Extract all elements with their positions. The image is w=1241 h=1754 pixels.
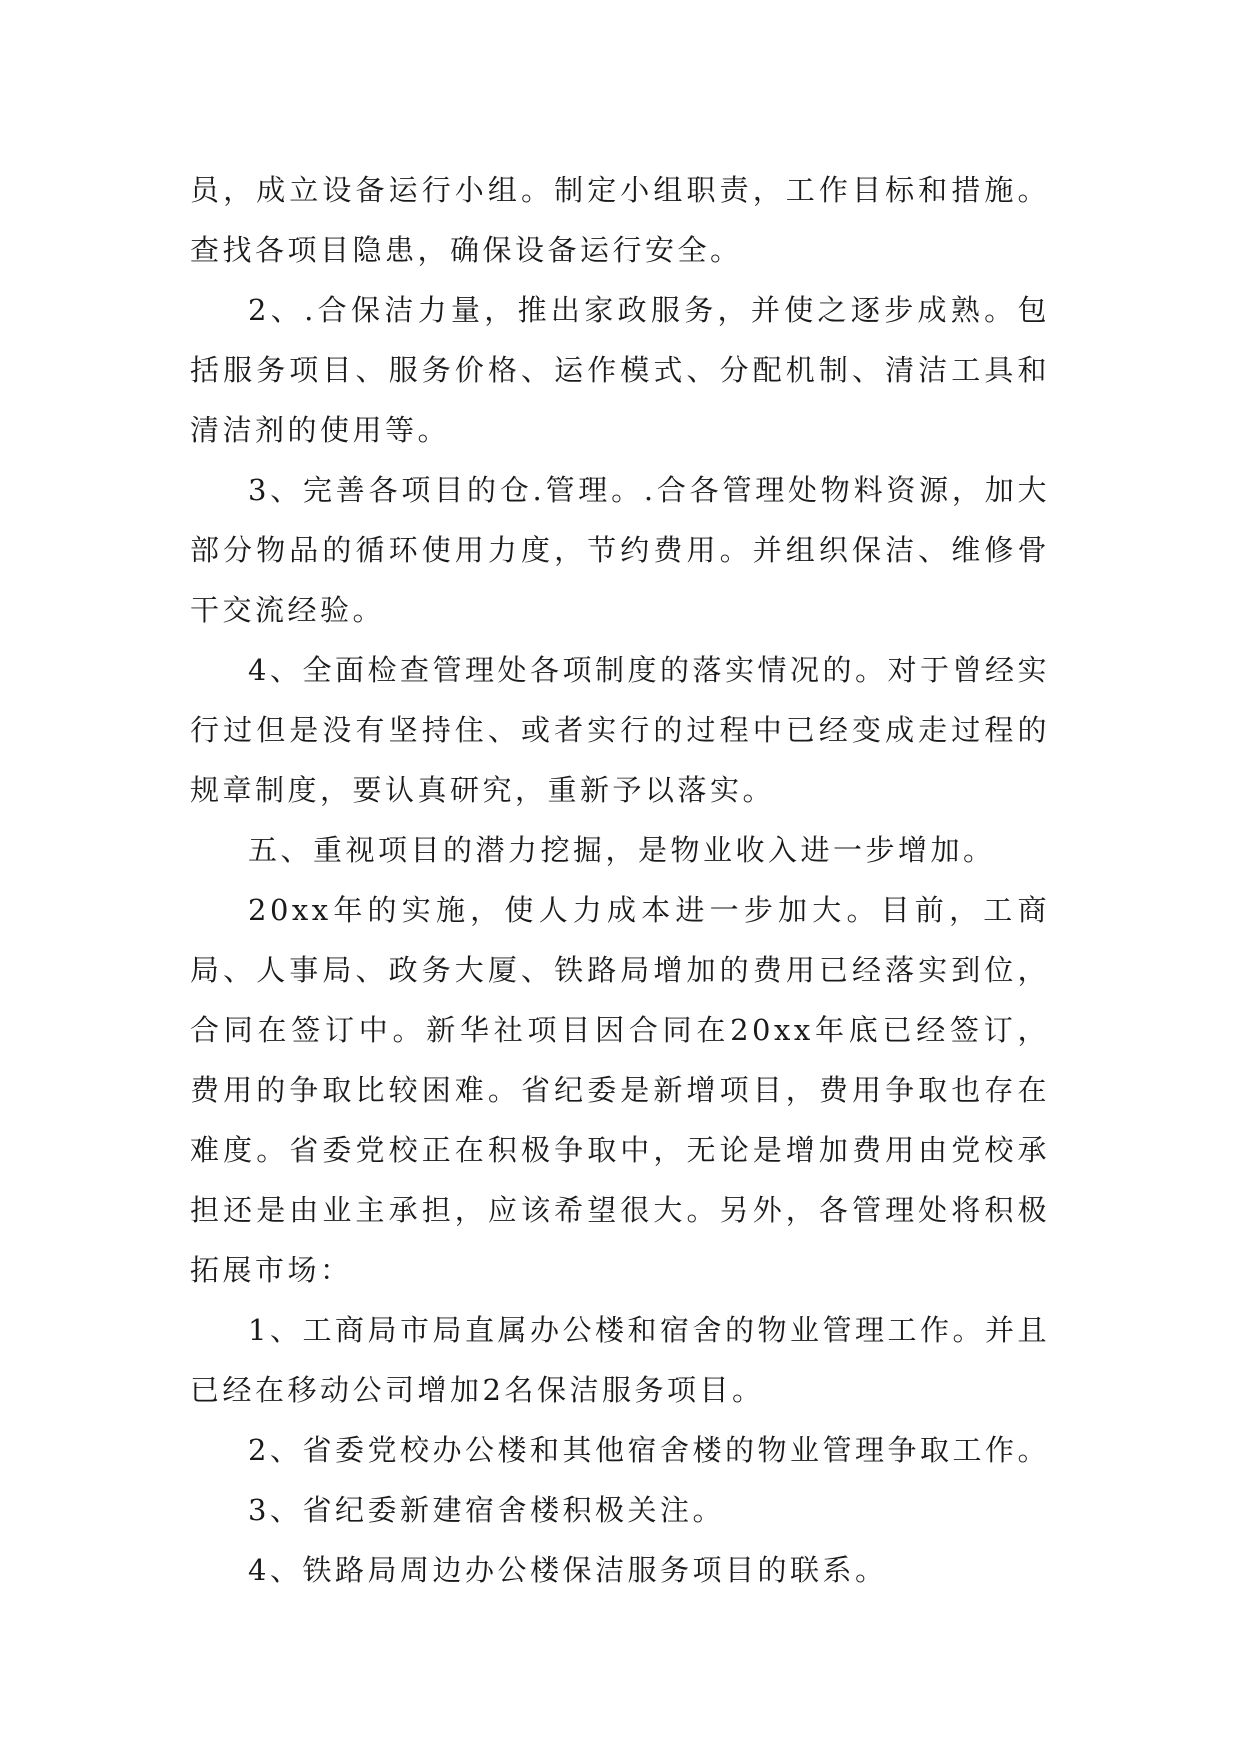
paragraph-item-2-cleaning-service: 2、.合保洁力量，推出家政服务，并使之逐步成熟。包括服务项目、服务价格、运作模式、分配机制、清洁工具和清洁剂的使用等。	[190, 293, 1050, 447]
paragraph-item-4-regulations: 4、全面检查管理处各项制度的落实情况的。对于曾经实行过但是没有坚持住、或者实行的过程中已经变成走过程的规章制度，要认真研究，重新予以落实。	[190, 653, 1050, 807]
paragraph-market-item-4: 4、铁路局周边办公楼保洁服务项目的联系。	[248, 1553, 888, 1587]
paragraph-cost-overview: 20xx年的实施，使人力成本进一步加大。目前，工商局、人事局、政务大厦、铁路局增加的费用已经落实到位，合同在签订中。新华社项目因合同在20xx年底已经签订，费用的争取比较困难。省纪委是新增项目，费用争取也存在难度。省委党校正在积极争取中，无论是增加费用由党校承担还是由业主承担，应该希望很大。另外，各管理处将积极拓展市场：	[190, 893, 1050, 1287]
paragraph-continuation: 员，成立设备运行小组。制定小组职责，工作目标和措施。查找各项目隐患，确保设备运行安全。	[190, 173, 1050, 267]
document-body	[190, 160, 1050, 1600]
paragraph-market-item-3: 3、省纪委新建宿舍楼积极关注。	[248, 1493, 725, 1527]
paragraph-market-item-2: 2、省委党校办公楼和其他宿舍楼的物业管理争取工作。	[248, 1433, 1050, 1467]
paragraph-market-item-1: 1、工商局市局直属办公楼和宿舍的物业管理工作。并且已经在移动公司增加2名保洁服务项目。	[190, 1313, 1050, 1407]
section-heading-five: 五、重视项目的潜力挖掘，是物业收入进一步增加。	[248, 833, 996, 867]
paragraph-item-3-warehouse: 3、完善各项目的仓.管理。.合各管理处物料资源，加大部分物品的循环使用力度，节约费用。并组织保洁、维修骨干交流经验。	[190, 473, 1050, 627]
